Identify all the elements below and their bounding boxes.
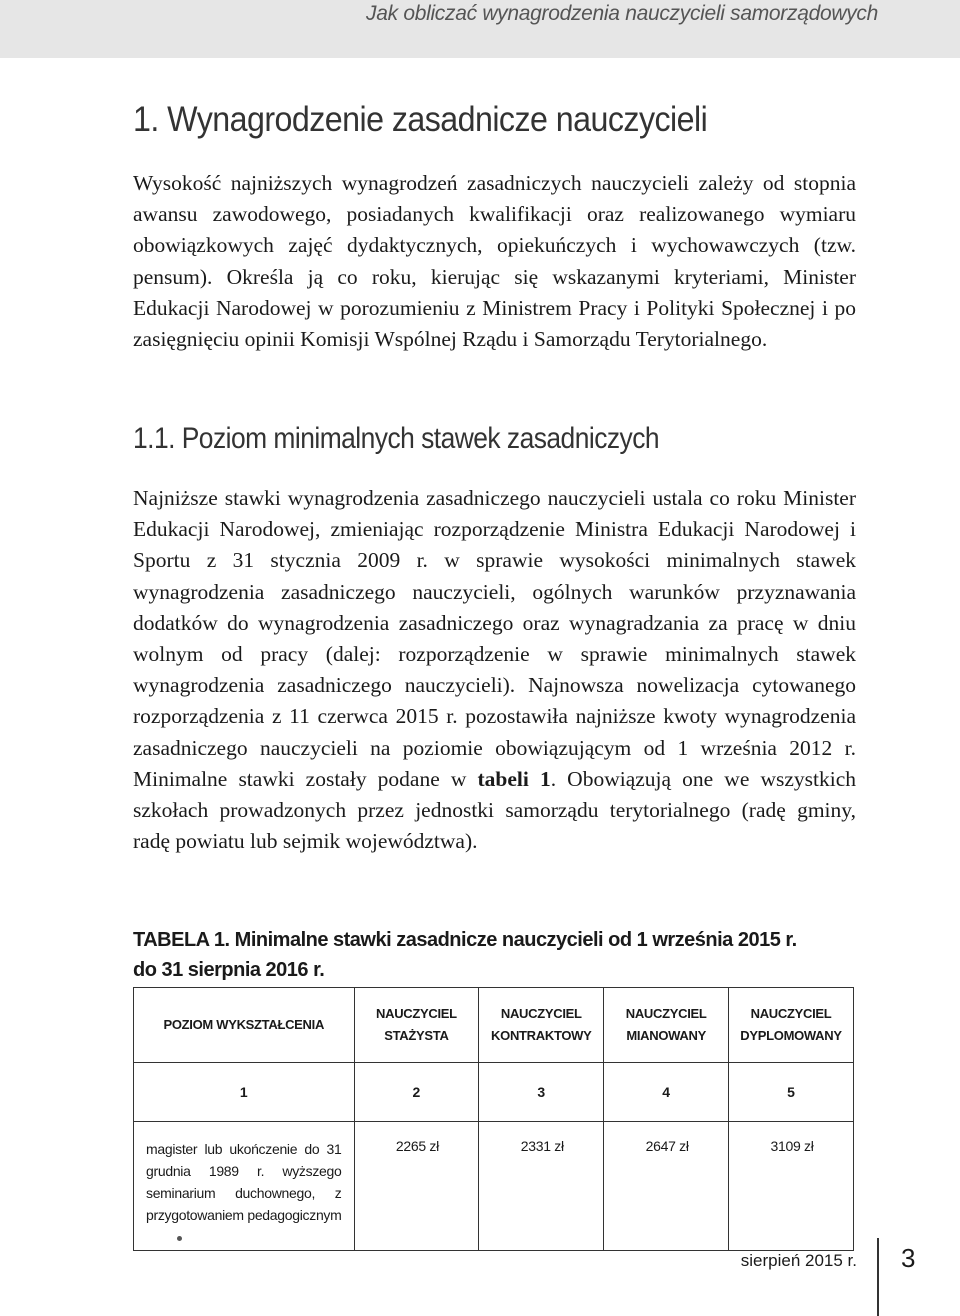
running-head [0,0,960,58]
cell-contract-salary: 2331 zł [479,1122,604,1251]
header-contract-teacher: NAUCZYCIEL KONTRAKTOWY [479,988,604,1063]
table-header-row [134,988,854,1063]
table-caption-line-1: TABELA 1. Minimalne stawki zasadnicze nauczycieli od 1 września 2015 r. [133,929,797,951]
footer-bullet [177,1236,182,1241]
header-education-level: POZIOM WYKSZTAŁCENIA [134,988,355,1063]
footer-divider [877,1238,879,1316]
table-reference[interactable]: tabeli 1 [477,766,551,791]
cell-chartered-salary: 3109 zł [729,1122,854,1251]
cell-trainee-salary: 2265 zł [354,1122,479,1251]
column-number: 1 [134,1063,355,1122]
column-number-row [134,1063,854,1122]
table-row [134,1122,854,1251]
table-caption-line-2: do 31 sierpnia 2016 r. [133,959,325,981]
column-number: 3 [479,1063,604,1122]
salary-table [133,987,854,1251]
header-appointed-teacher: NAUCZYCIEL MIANOWANY [604,988,729,1063]
paragraph-2-text-a: Najniższe stawki wynagrodzenia zasadniczego nauczycieli ustala co roku Minister Edukacji Narodowej, zmieniając rozporządzenie Ministra Edukacji Narodowej i Sportu z 31 stycznia 2009 r. w sprawie wysokości minimalnych stawek wynagrodzenia zasadniczego nauczycieli, ogólnych warunków przyznawania dodatków do wynagrodzenia zasadniczego oraz wynagradzania za pracę w dniu wolnym od pracy (dalej: rozporządzenie w sprawie minimalnych stawek wynagrodzenia zasadniczego nauczycieli). Najnowsza nowelizacja cytowanego rozporządzenia z 11 czerwca 2015 r. pozostawiła najniższe kwoty wynagrodzenia zasadniczego nauczycieli na poziomie obowiązującym od 1 września 2012 r. Minimalne stawki zostały podane w [133,486,856,791]
cell-education-level: magister lub ukończenie do 31 grudnia 1989 r. wyższego seminarium duchownego, z przygotowaniem pedagogicznym [134,1122,355,1251]
cell-appointed-salary: 2647 zł [604,1122,729,1251]
paragraph-2 [133,483,856,857]
table-caption [133,925,833,985]
footer-date: sierpień 2015 r. [740,1251,857,1270]
running-head-title: Jak obliczać wynagrodzenia nauczycieli samorządowych [366,2,878,25]
section-title: 1. Wynagrodzenie zasadnicze nauczycieli [133,100,708,139]
header-chartered-teacher: NAUCZYCIEL DYPLOMOWANY [729,988,854,1063]
column-number: 4 [604,1063,729,1122]
column-number: 2 [354,1063,479,1122]
paragraph-2-text-b: . Obowiązują one we wszystkich szkołach prowadzonych przez jednostki samorządu terytorialnego (radę gminy, radę powiatu lub sejmik województwa). [133,766,856,854]
paragraph-1: Wysokość najniższych wynagrodzeń zasadniczych nauczycieli zależy od stopnia awansu zawodowego, posiadanych kwalifikacji oraz realizowanego wymiaru obowiązkowych zajęć dydaktycznych, opiekuńczych i wychowawczych (tzw. pensum). Określa ją co roku, kierując się wskazanymi kryteriami, Minister Edukacji Narodowej w porozumieniu z Ministrem Pracy i Polityki Społecznej i po zasięgnięciu opinii Komisji Wspólnej Rządu i Samorządu Terytorialnego. [133,171,856,352]
header-trainee-teacher: NAUCZYCIEL STAŻYSTA [354,988,479,1063]
page-number: 3 [901,1243,916,1273]
column-number: 5 [729,1063,854,1122]
subsection-title: 1.1. Poziom minimalnych stawek zasadniczych [133,422,660,455]
